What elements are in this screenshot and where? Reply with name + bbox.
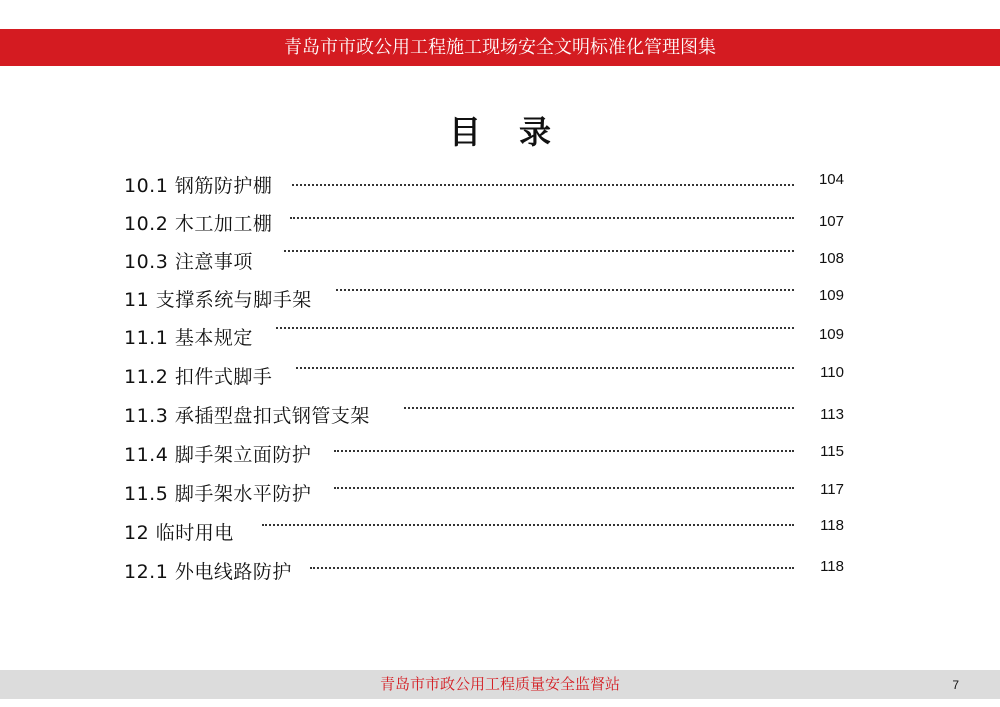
toc-entry-label: 10.2 木工加工棚 [124,213,273,235]
toc-entry-page: 117 [820,481,844,498]
toc-entry[interactable] [124,554,844,584]
toc-leader-dots [296,367,794,369]
toc-leader-dots [336,289,794,291]
toc-leader-dots [276,327,794,329]
toc-entry-label: 10.1 钢筋防护棚 [124,175,273,197]
toc-entry-label: 12 临时用电 [124,522,234,544]
toc-entry-page: 104 [818,171,844,188]
toc-entry[interactable] [124,359,844,389]
toc-entry-page: 109 [818,287,844,304]
toc-entry[interactable] [124,398,844,428]
toc-leader-dots [284,250,794,252]
toc-entry-label: 12.1 外电线路防护 [124,561,292,583]
footer-bar [0,670,1000,699]
toc-entry-page: 118 [820,558,844,575]
toc-leader-dots [262,524,794,526]
toc-entry[interactable] [124,437,844,467]
toc-entry-page: 115 [820,443,844,460]
toc-entry-label: 11.4 脚手架立面防护 [124,444,312,466]
toc-entry-label: 10.3 注意事项 [124,251,253,273]
header-title: 青岛市市政公用工程施工现场安全文明标准化管理图集 [284,37,716,58]
header-bar [0,29,1000,66]
footer-organization: 青岛市市政公用工程质量安全监督站 [379,675,620,693]
toc-entry-page: 118 [820,517,844,534]
page-number: 7 [952,678,959,692]
toc-entry[interactable] [124,515,844,545]
toc-leader-dots [292,184,794,186]
page-title: 目录 [448,113,589,151]
toc-leader-dots [310,567,794,569]
toc-entry-page: 113 [820,406,844,423]
toc-entry[interactable] [124,244,844,274]
toc-entry-label: 11.2 扣件式脚手 [124,366,273,388]
toc-entry-label: 11 支撑系统与脚手架 [124,289,312,311]
toc-entry-page: 108 [818,250,844,267]
toc-entry-page: 107 [818,213,844,230]
toc-entry[interactable] [124,282,844,312]
toc-entry[interactable] [124,168,844,198]
toc-entry[interactable] [124,320,844,350]
toc-leader-dots [290,217,794,219]
toc-entry-label: 11.1 基本规定 [124,327,253,349]
toc-leader-dots [404,407,794,409]
toc-leader-dots [334,487,794,489]
toc-entry-label: 11.3 承插型盘扣式钢管支架 [124,405,370,427]
toc-entry-label: 11.5 脚手架水平防护 [124,483,312,505]
toc-entry-page: 110 [820,364,844,381]
toc-entry[interactable] [124,206,844,236]
toc-entry-page: 109 [818,326,844,343]
toc-entry[interactable] [124,476,844,506]
toc-leader-dots [334,450,794,452]
